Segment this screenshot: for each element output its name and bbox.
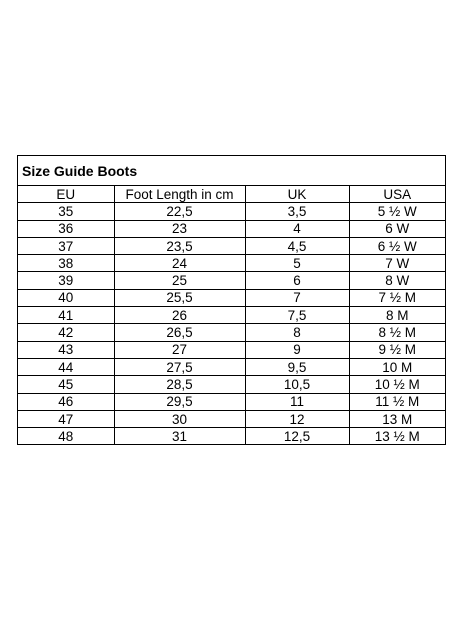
eu-size-cell: 46: [18, 393, 114, 410]
uk-size-cell: 6: [245, 272, 349, 289]
foot-length-cell: 22,5: [114, 203, 245, 220]
table-row: [18, 376, 445, 393]
eu-size-cell: 39: [18, 272, 114, 289]
uk-size-cell: 12: [245, 410, 349, 427]
uk-size-cell: 3,5: [245, 203, 349, 220]
usa-size-cell: 8 M: [349, 307, 445, 324]
table-row: [18, 393, 445, 410]
column-header-foot-length: Foot Length in cm: [114, 186, 245, 203]
table-row: [18, 324, 445, 341]
table-row: [18, 220, 445, 237]
usa-size-cell: 7 ½ M: [349, 289, 445, 306]
table-row: [18, 341, 445, 358]
usa-size-cell: 11 ½ M: [349, 393, 445, 410]
eu-size-cell: 44: [18, 358, 114, 375]
usa-size-cell: 9 ½ M: [349, 341, 445, 358]
size-guide-table: [18, 186, 445, 444]
uk-size-cell: 4,5: [245, 237, 349, 254]
eu-size-cell: 47: [18, 410, 114, 427]
usa-size-cell: 13 M: [349, 410, 445, 427]
table-row: [18, 358, 445, 375]
foot-length-cell: 26: [114, 307, 245, 324]
uk-size-cell: 7: [245, 289, 349, 306]
uk-size-cell: 12,5: [245, 428, 349, 445]
uk-size-cell: 10,5: [245, 376, 349, 393]
uk-size-cell: 9: [245, 341, 349, 358]
table-row: [18, 255, 445, 272]
foot-length-cell: 27,5: [114, 358, 245, 375]
table-row: [18, 307, 445, 324]
eu-size-cell: 37: [18, 237, 114, 254]
foot-length-cell: 30: [114, 410, 245, 427]
foot-length-cell: 31: [114, 428, 245, 445]
usa-size-cell: 5 ½ W: [349, 203, 445, 220]
foot-length-cell: 24: [114, 255, 245, 272]
uk-size-cell: 9,5: [245, 358, 349, 375]
foot-length-cell: 23,5: [114, 237, 245, 254]
uk-size-cell: 7,5: [245, 307, 349, 324]
eu-size-cell: 43: [18, 341, 114, 358]
uk-size-cell: 5: [245, 255, 349, 272]
eu-size-cell: 35: [18, 203, 114, 220]
foot-length-cell: 26,5: [114, 324, 245, 341]
usa-size-cell: 10 M: [349, 358, 445, 375]
size-guide-title: Size Guide Boots: [18, 156, 445, 186]
eu-size-cell: 48: [18, 428, 114, 445]
column-header-uk: UK: [245, 186, 349, 203]
table-row: [18, 272, 445, 289]
uk-size-cell: 11: [245, 393, 349, 410]
table-row: [18, 289, 445, 306]
eu-size-cell: 45: [18, 376, 114, 393]
foot-length-cell: 29,5: [114, 393, 245, 410]
eu-size-cell: 36: [18, 220, 114, 237]
eu-size-cell: 41: [18, 307, 114, 324]
eu-size-cell: 40: [18, 289, 114, 306]
table-row: [18, 203, 445, 220]
usa-size-cell: 6 W: [349, 220, 445, 237]
foot-length-cell: 27: [114, 341, 245, 358]
table-row: [18, 237, 445, 254]
header-row: [18, 186, 445, 203]
usa-size-cell: 8 ½ M: [349, 324, 445, 341]
eu-size-cell: 42: [18, 324, 114, 341]
column-header-usa: USA: [349, 186, 445, 203]
column-header-eu: EU: [18, 186, 114, 203]
usa-size-cell: 7 W: [349, 255, 445, 272]
foot-length-cell: 23: [114, 220, 245, 237]
table-row: [18, 410, 445, 427]
table-row: [18, 428, 445, 445]
usa-size-cell: 13 ½ M: [374, 428, 420, 444]
size-guide-table-container: [17, 155, 446, 445]
usa-size-cell: 10 ½ M: [349, 376, 445, 393]
usa-size-cell: 6 ½ W: [349, 237, 445, 254]
foot-length-cell: 25: [114, 272, 245, 289]
foot-length-cell: 25,5: [114, 289, 245, 306]
uk-size-cell: 8: [245, 324, 349, 341]
usa-size-cell: 8 W: [349, 272, 445, 289]
foot-length-cell: 28,5: [114, 376, 245, 393]
eu-size-cell: 38: [18, 255, 114, 272]
uk-size-cell: 4: [245, 220, 349, 237]
